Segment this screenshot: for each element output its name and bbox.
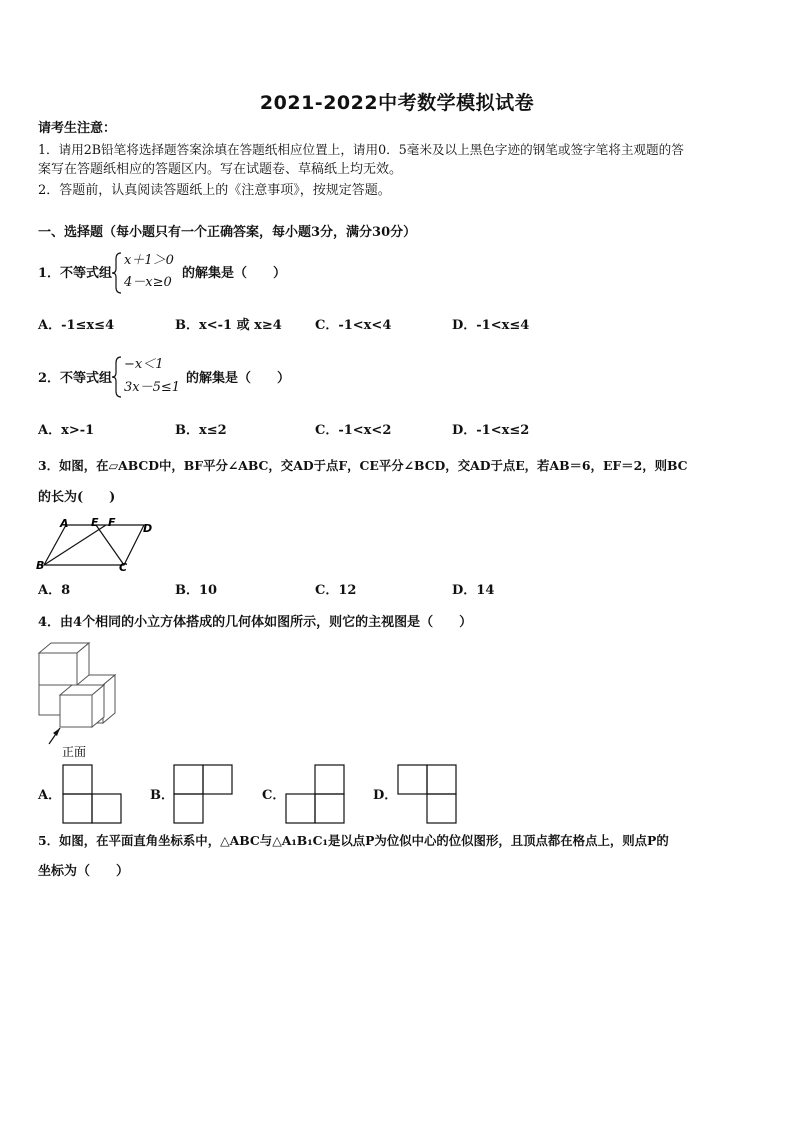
q1-inequality-1: x＋1＞0 xyxy=(124,253,174,268)
q5-text-line-1: 5．如图，在平面直角坐标系中，△ABC与△A₁B₁C₁是以点P为位似中心的位似图形，且顶点都在格点上，则点P的 xyxy=(38,833,669,848)
q3-text-line-1: 3．如图，在▱ABCD中，BF平分∠ABC，交AD于点F，CE平分∠BCD，交AD于点E，若AB＝6，EF＝2，则BC xyxy=(38,458,688,473)
q4-text: 4．由4个相同的小立方体搭成的几何体如图所示，则它的主视图是（ ） xyxy=(38,615,473,630)
notice-item-2: 2．答题前，认真阅读答题纸上的《注意事项》，按规定答题。 xyxy=(38,183,391,198)
q3-option-d: D．14 xyxy=(452,583,495,598)
q4-option-a-figure xyxy=(62,764,124,824)
q1-option-a: A．-1≤x≤4 xyxy=(38,318,115,333)
q1-suffix: 的解集是（ ） xyxy=(182,266,287,281)
q1-inequality-2: 4－x≥0 xyxy=(124,275,172,290)
q5-text-line-2: 坐标为（ ） xyxy=(38,864,130,879)
q4-option-c-figure xyxy=(285,764,347,824)
q2-brace xyxy=(111,355,123,399)
q4-option-c-label: C． xyxy=(262,788,286,803)
notice-item-1-line-2: 案写在答题纸相应的答题区内。写在试题卷、草稿纸上均无效。 xyxy=(38,162,403,177)
q3-option-a: A．8 xyxy=(38,583,71,598)
parallelogram-abcd xyxy=(44,525,144,565)
front-label: 正面 xyxy=(62,745,87,759)
q2-prefix: 2．不等式组 xyxy=(38,371,113,386)
notice-heading: 请考生注意： xyxy=(38,121,117,136)
q2-option-d: D．-1<x≤2 xyxy=(452,423,530,438)
q2-option-a: A．x>-1 xyxy=(38,423,95,438)
arrow-head xyxy=(53,728,60,736)
q4-cubes-figure xyxy=(36,640,120,760)
q1-brace xyxy=(111,251,123,295)
q4-option-a-label: A． xyxy=(38,788,62,803)
label-f: F xyxy=(108,516,116,529)
section-heading: 一、选择题（每小题只有一个正确答案，每小题3分，满分30分） xyxy=(38,225,417,240)
q2-inequality-1: −x＜1 xyxy=(124,357,164,372)
q4-option-d-label: D． xyxy=(373,788,398,803)
q3-parallelogram-figure xyxy=(36,516,156,572)
q2-inequality-2: 3x－5≤1 xyxy=(124,380,181,395)
q1-option-d: D．-1<x≤4 xyxy=(452,318,530,333)
label-c: C xyxy=(119,561,128,572)
q4-option-b-figure xyxy=(173,764,235,824)
notice-item-1-line-1: 1．请用2B铅笔将选择题答案涂填在答题纸相应位置上，请用0．5毫米及以上黑色字迹的钢笔或签字笔将主观题的答 xyxy=(38,142,684,157)
label-e: E xyxy=(91,516,99,529)
q2-suffix: 的解集是（ ） xyxy=(186,371,291,386)
q1-prefix: 1．不等式组 xyxy=(38,266,113,281)
q4-option-b-label: B． xyxy=(150,788,174,803)
q2-option-c: C．-1<x<2 xyxy=(315,423,392,438)
q1-option-c: C．-1<x<4 xyxy=(315,318,392,333)
label-d: D xyxy=(143,522,153,535)
q3-text-line-2: 的长为( ) xyxy=(38,490,116,505)
segment-ce xyxy=(96,525,124,565)
segment-bf xyxy=(44,525,106,565)
q3-option-c: C．12 xyxy=(315,583,357,598)
label-b: B xyxy=(36,559,45,572)
q1-option-b: B．x<-1 或 x≥4 xyxy=(175,318,282,333)
page-title: 2021-2022中考数学模拟试卷 xyxy=(259,92,535,114)
q3-option-b: B．10 xyxy=(175,583,218,598)
label-a: A xyxy=(60,517,69,530)
q4-option-d-figure xyxy=(397,764,459,824)
q2-option-b: B．x≤2 xyxy=(175,423,227,438)
